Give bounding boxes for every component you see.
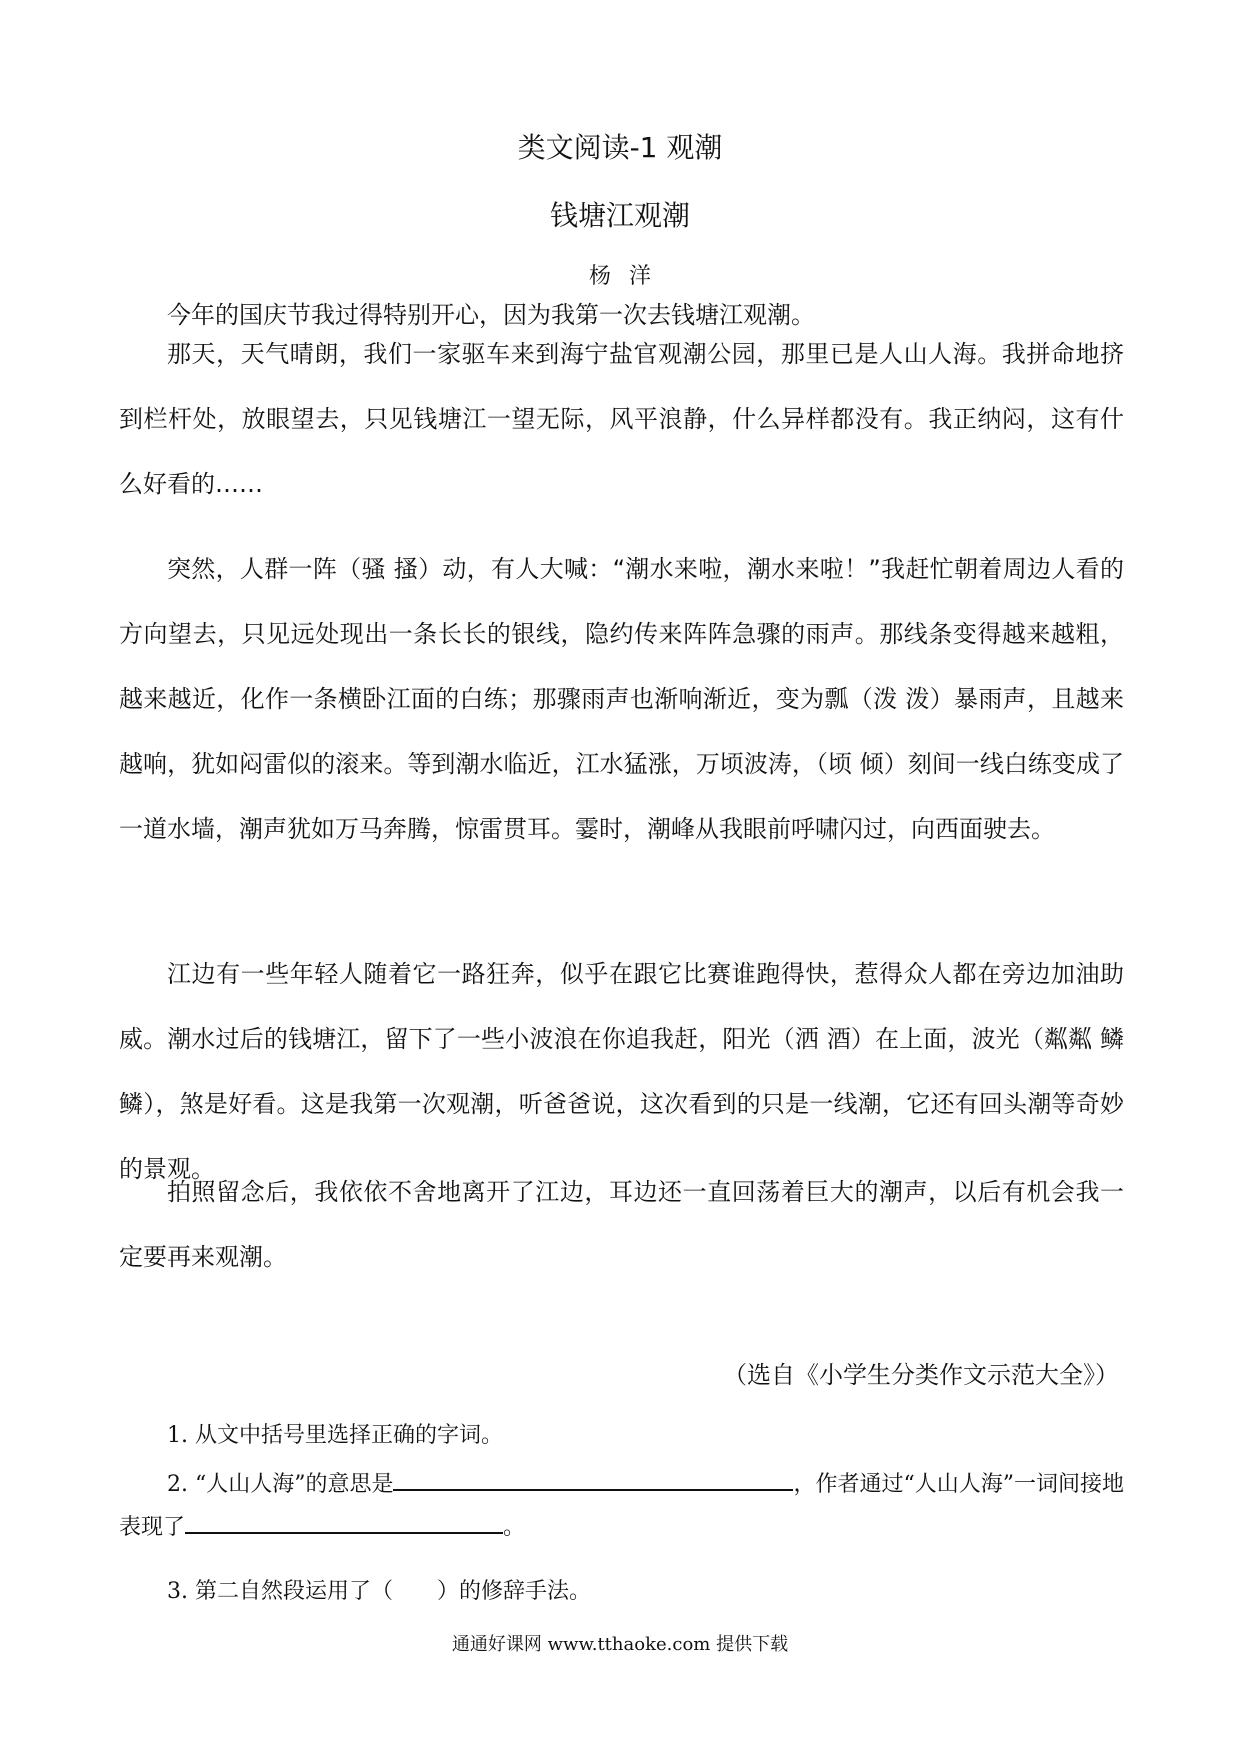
paragraph-5: 拍照留念后，我依依不舍地离开了江边，耳边还一直回荡着巨大的潮声，以后有机会我一定要再来观潮。 xyxy=(119,1178,1124,1271)
question-1 xyxy=(119,1415,1124,1457)
question-1-text: 1. 从文中括号里选择正确的字词。 xyxy=(167,1423,503,1448)
author-name: 杨洋 xyxy=(588,264,669,289)
footer-credit: 通通好课网 www.tthaoke.com 提供下载 xyxy=(451,1634,789,1655)
answer-blank-meaning[interactable] xyxy=(393,1463,793,1491)
question-2 xyxy=(119,1463,1124,1549)
article-title: 钱塘江观潮 xyxy=(549,199,690,232)
answer-blank-shows[interactable] xyxy=(185,1506,503,1534)
question-3-prompt: 3. 第二自然段运用了（ xyxy=(167,1579,393,1604)
question-2-middle: ，作者通过“人山人海”一词间接地表现了 xyxy=(119,1472,1124,1540)
paragraph-2: 那天，天气晴朗，我们一家驱车来到海宁盐官观潮公园，那里已是人山人海。我拼命地挤到栏杆处，放眼望去，只见钱塘江一望无际，风平浪静，什么异样都没有。我正纳闷，这有什么好看的…… xyxy=(119,340,1124,498)
question-3-end: ）的修辞手法。 xyxy=(436,1579,591,1604)
paragraph-4: 江边有一些年轻人随着它一路狂奔，似乎在跟它比赛谁跑得快，惹得众人都在旁边加油助威。潮水过后的钱塘江，留下了一些小波浪在你追我赶，阳光（洒 酒）在上面，波光（粼粼 鳞鳞），煞是好看。这是我第一次观潮，听爸爸说，这次看到的只是一线潮，它还有回头潮等奇妙的景观。 xyxy=(119,960,1124,1183)
paragraph-3: 突然，人群一阵（骚 搔）动，有人大喊：“潮水来啦，潮水来啦！”我赶忙朝着周边人看的方向望去，只见远处现出一条长长的银线，隐约传来阵阵急骤的雨声。那线条变得越来越粗，越来越近，化作一条横卧江面的白练；那骤雨声也渐响渐近，变为瓢（泼 泼）暴雨声，且越来越响，犹如闷雷似的滚来。等到潮水临近，江水猛涨，万顷波涛，（顷 倾）刻间一线白练变成了一道水墙，潮声犹如万马奔腾，惊雷贯耳。霎时，潮峰从我眼前呼啸闪过，向西面驶去。 xyxy=(119,555,1124,843)
question-3 xyxy=(119,1571,1124,1613)
paragraph-1: 今年的国庆节我过得特别开心，因为我第一次去钱塘江观潮。 xyxy=(167,301,815,329)
source-citation: （选自《小学生分类作文示范大全》） xyxy=(723,1361,1119,1389)
question-2-end: 。 xyxy=(503,1515,526,1540)
question-2-prompt: 2. “人山人海”的意思是 xyxy=(167,1472,394,1497)
page-title: 类文阅读-1 观潮 xyxy=(517,131,723,164)
